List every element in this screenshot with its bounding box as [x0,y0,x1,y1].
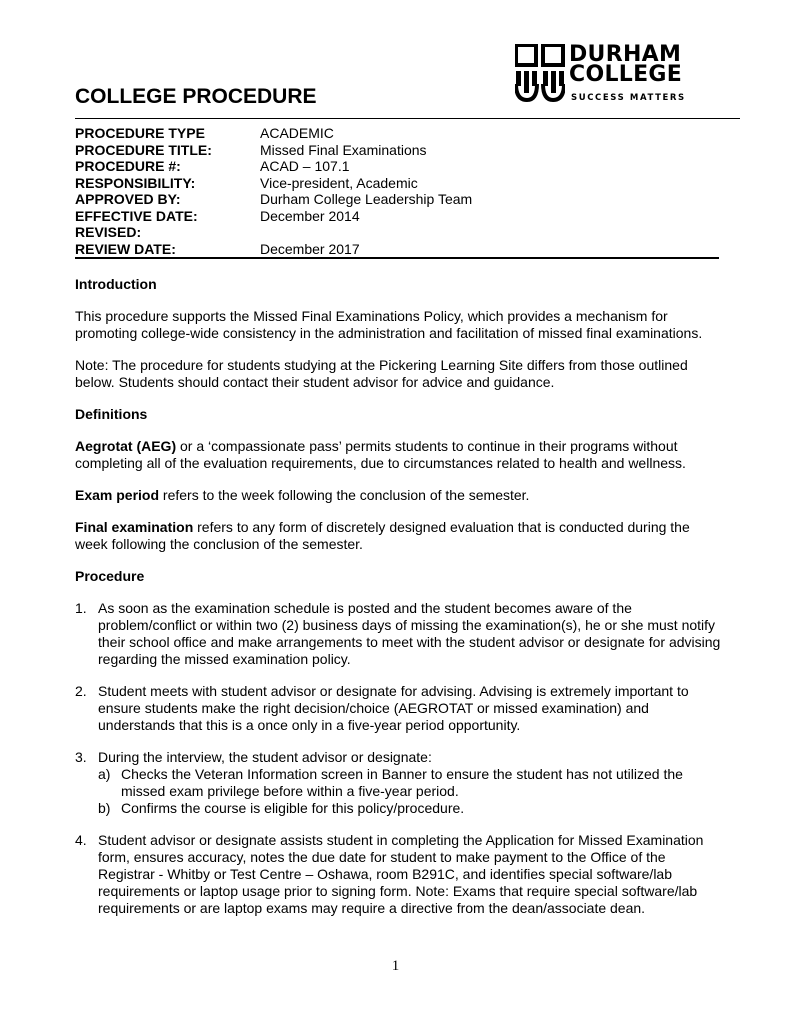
page-number: 1 [391,958,400,974]
meta-row-number [75,158,720,175]
step-text: Student meets with student advisor or designate for advising. Advising is extremely important to ensure students make the right decision/choice (AEGROTAT or missed examination) and understands that this is a once only in a five-year period opportunity. [98,683,689,733]
step-text: As soon as the examination schedule is posted and the student becomes aware of the problem/conflict or within two (2) business days of missing the examination(s), he or she must notify their school office and make arrangements to meet with the student advisor or designate for advising regarding the missed examination policy. [98,600,721,667]
meta-row-effective-date [75,208,720,225]
page-title: COLLEGE PROCEDURE [75,85,317,108]
document-body [75,276,725,917]
durham-college-logo [515,44,690,106]
definition-aegrotat [75,438,725,472]
definition-exam-period [75,487,725,504]
meta-label: PROCEDURE TYPE [75,125,205,141]
step-number: 1. [75,600,87,616]
definition-term: Final examination [75,519,194,535]
substep-letter: a) [98,766,111,782]
title-divider [75,118,740,119]
intro-paragraph: This procedure supports the Missed Final Examinations Policy, which provides a mechanism for promoting college-wide consistency in the administration and facilitation of missed final examinations. [75,308,703,341]
step-text: During the interview, the student advisor or designate: [98,749,432,765]
procedure-step [75,749,725,766]
definition-text: refers to the week following the conclusion of the semester. [159,487,530,503]
procedure-step [75,600,725,668]
section-heading-definitions: Definitions [75,406,148,422]
meta-label: RESPONSIBILITY: [75,174,196,191]
meta-value: ACAD – 107.1 [260,158,350,174]
logo-mark-icon [515,44,565,102]
step-text: Student advisor or designate assists student in completing the Application for Missed Examination form, ensures accuracy, notes the due date for student to make payment to the Office of the Registrar - Whitby or Test Centre – Oshawa, room B291C, and identifies special software/lab requirements or laptop usage prior to signing form. Note: Exams that require special software/lab requirements or are laptop exams may require a directive from the dean/associate dean. [98,832,704,916]
logo-wordmark-line1: DURHAM [569,42,682,67]
step-number: 3. [75,749,87,765]
procedure-substep [75,800,725,817]
substep-letter: b) [98,800,111,816]
meta-value: ACADEMIC [260,125,334,141]
meta-label: PROCEDURE TITLE: [75,141,212,158]
step-number: 2. [75,683,87,699]
logo-wordmark-line2: COLLEGE [569,62,683,87]
meta-label: APPROVED BY: [75,191,181,207]
meta-value: December 2017 [260,240,360,257]
substep-text: Confirms the course is eligible for this policy/procedure. [121,800,465,816]
meta-value: Durham College Leadership Team [260,191,473,207]
meta-label: REVISED: [75,224,142,240]
definition-term: Aegrotat (AEG) [75,438,177,454]
meta-label: PROCEDURE #: [75,158,181,174]
definition-term: Exam period [75,487,160,503]
meta-value: Vice-president, Academic [260,174,418,191]
metadata-divider [75,257,719,259]
procedure-step [75,683,725,734]
meta-value: Missed Final Examinations [260,141,427,158]
definition-text: or a ‘compassionate pass’ permits students to continue in their programs without completing all of the evaluation requirements, due to circumstances related to health and wellness. [75,438,686,471]
section-heading-procedure: Procedure [75,568,145,584]
substep-text: Checks the Veteran Information screen in Banner to ensure the student has not utilized the missed exam privilege before within a five-year period. [121,766,683,799]
meta-row-revised [75,224,720,241]
procedure-substep [75,766,725,800]
intro-note: Note: The procedure for students studying at the Pickering Learning Site differs from those outlined below. Students should contact their student advisor for advice and guidance. [75,357,688,390]
meta-row-responsibility [75,175,720,192]
definition-final-examination [75,519,725,553]
logo-tagline: SUCCESS MATTERS [571,93,686,103]
procedure-step [75,832,725,917]
section-heading-introduction: Introduction [75,276,157,292]
meta-row-title [75,142,720,159]
meta-row-type [75,125,720,142]
meta-label: REVIEW DATE: [75,240,176,257]
step-number: 4. [75,832,87,848]
definition-text: refers to any form of discretely designed evaluation that is conducted during the week following the conclusion of the semester. [75,519,690,552]
meta-value: December 2014 [260,207,360,224]
meta-row-approved-by [75,191,720,208]
meta-label: EFFECTIVE DATE: [75,207,198,224]
meta-row-review-date [75,241,720,258]
procedure-metadata [75,125,720,257]
